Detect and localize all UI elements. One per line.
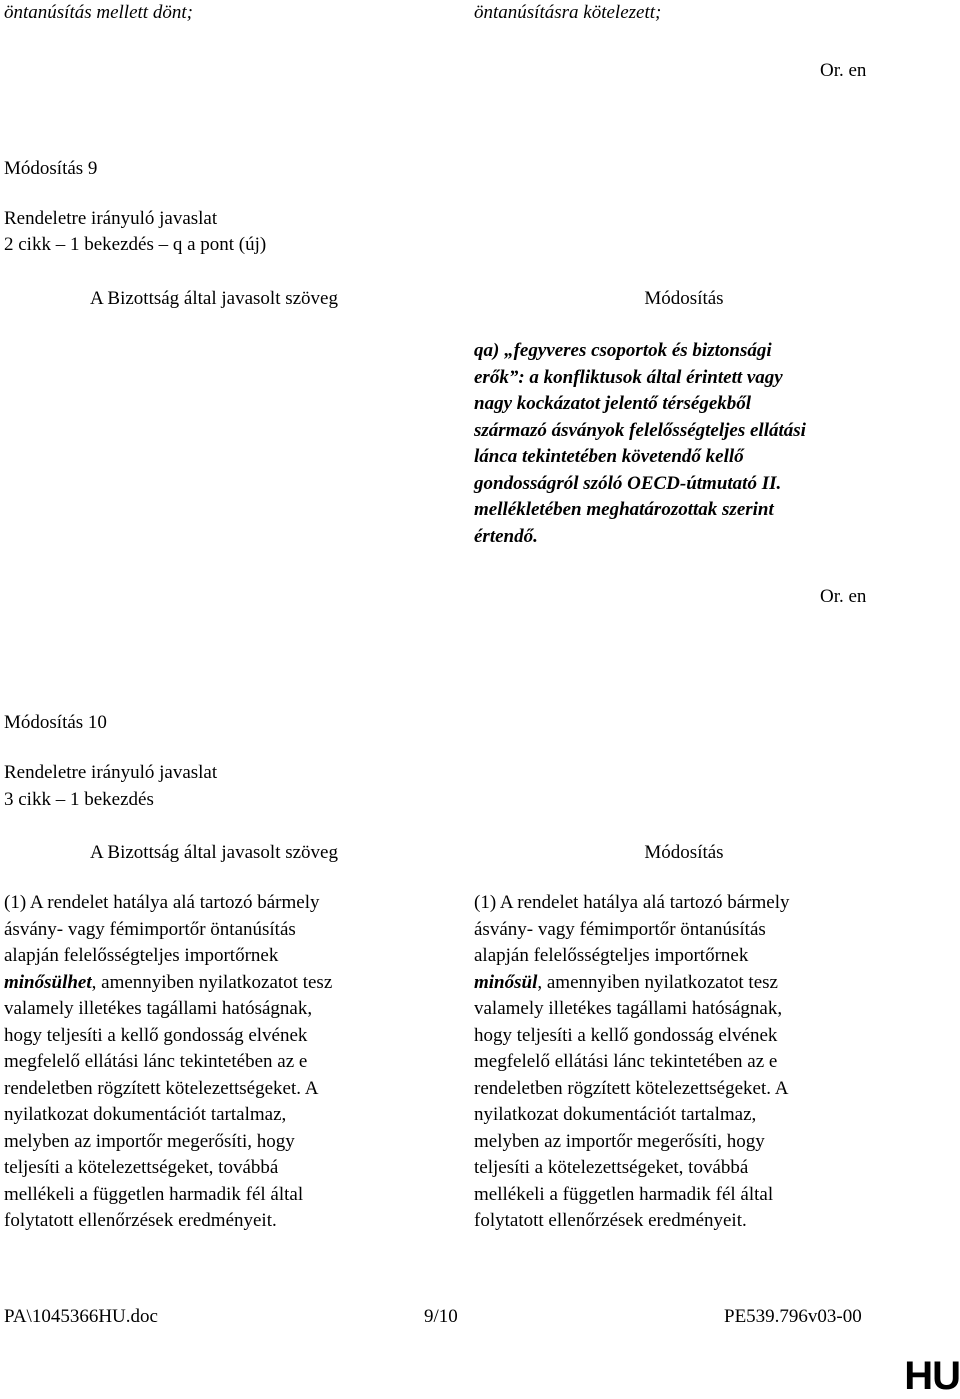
document-reference: PA\1045366HU.doc — [4, 1306, 158, 1327]
text-line: rendeletben rögzített kötelezettségeket. A — [474, 1077, 789, 1099]
text-line: rendeletben rögzített kötelezettségeket. A — [4, 1077, 319, 1099]
text-line: mellékeli a független harmadik fél által — [4, 1183, 304, 1205]
text-line: folytatott ellenőrzések eredményeit. — [474, 1210, 747, 1231]
previous-text-left-fragment: öntanúsítás mellett dönt; — [4, 2, 193, 23]
text-line: alapján felelősségteljes importőrnek — [4, 945, 279, 966]
text-line: (1) A rendelet hatálya alá tartozó bármely — [4, 892, 320, 913]
original-language-marker: Or. en — [820, 60, 867, 81]
text-line: hogy teljesíti a kellő gondosság elvének — [4, 1024, 308, 1046]
proposal-label: Rendeletre irányuló javaslat — [4, 762, 218, 783]
pe-reference: PE539.796v03-00 — [724, 1306, 862, 1327]
previous-text-right-fragment: öntanúsításra kötelezett; — [474, 2, 662, 23]
text-line: lánca tekintetében követendő kellő — [474, 446, 744, 467]
commission-text — [4, 890, 424, 1235]
proposal-label: Rendeletre irányuló javaslat — [4, 208, 218, 229]
amendment-heading: Módosítás — [644, 288, 724, 309]
text-line: megfelelő ellátási lánc tekintetében az e — [4, 1051, 308, 1072]
text-line: értendő. — [474, 525, 538, 547]
text-line: (1) A rendelet hatálya alá tartozó bármely — [474, 892, 790, 913]
text-line: ásvány- vagy fémimportőr öntanúsítás — [474, 918, 766, 940]
commission-text-heading: A Bizottság által javasolt szöveg — [89, 288, 338, 309]
page-number: 9/10 — [424, 1306, 458, 1327]
text-line: megfelelő ellátási lánc tekintetében az e — [474, 1051, 778, 1072]
text-line: ásvány- vagy fémimportőr öntanúsítás — [4, 918, 296, 940]
text-line: hogy teljesíti a kellő gondosság elvének — [474, 1024, 778, 1046]
text-line: nagy kockázatot jelentő térségekből — [474, 393, 752, 414]
text-line: alapján felelősségteljes importőrnek — [474, 945, 749, 966]
amendment-heading: Módosítás — [644, 842, 724, 863]
amendment-text — [474, 890, 894, 1235]
commission-text-heading: A Bizottság által javasolt szöveg — [89, 842, 338, 863]
amendment-title: Módosítás 10 — [4, 712, 107, 733]
changed-word: minősülhet — [4, 971, 92, 993]
text-line: melyben az importőr megerősíti, hogy — [474, 1130, 765, 1152]
amendment-text — [474, 338, 894, 550]
article-reference: 3 cikk – 1 bekezdés — [4, 789, 154, 810]
text-line: mellékletében meghatározottak szerint — [474, 499, 774, 520]
text-line: származó ásványok felelősségteljes ellátási — [474, 419, 806, 441]
text-line: melyben az importőr megerősíti, hogy — [4, 1130, 295, 1152]
text-line: nyilatkozat dokumentációt tartalmaz, — [4, 1104, 287, 1125]
text-line: nyilatkozat dokumentációt tartalmaz, — [474, 1104, 757, 1125]
text-line: valamely illetékes tagállami hatóságnak, — [4, 998, 313, 1019]
text-line: teljesíti a kötelezettségeket, továbbá — [4, 1157, 279, 1178]
text-line: folytatott ellenőrzések eredményeit. — [4, 1210, 277, 1231]
text-line: gondosságról szóló OECD-útmutató II. — [474, 472, 782, 494]
text-line: mellékeli a független harmadik fél által — [474, 1183, 774, 1205]
text-line: erők”: a konfliktusok által érintett vagy — [474, 366, 783, 388]
original-language-marker: Or. en — [820, 586, 867, 607]
amendment-title: Módosítás 9 — [4, 158, 98, 179]
text-line: minősül, amennyiben nyilatkozatot tesz — [474, 971, 778, 993]
text-line: valamely illetékes tagállami hatóságnak, — [474, 998, 783, 1019]
text-line: teljesíti a kötelezettségeket, továbbá — [474, 1157, 749, 1178]
text-line: minősülhet, amennyiben nyilatkozatot tesz — [4, 971, 333, 993]
text-line: qa) „fegyveres csoportok és biztonsági — [474, 340, 772, 361]
changed-word: minősül — [474, 971, 538, 993]
article-reference: 2 cikk – 1 bekezdés – q a pont (új) — [4, 234, 267, 255]
language-code: HU — [904, 1354, 960, 1398]
